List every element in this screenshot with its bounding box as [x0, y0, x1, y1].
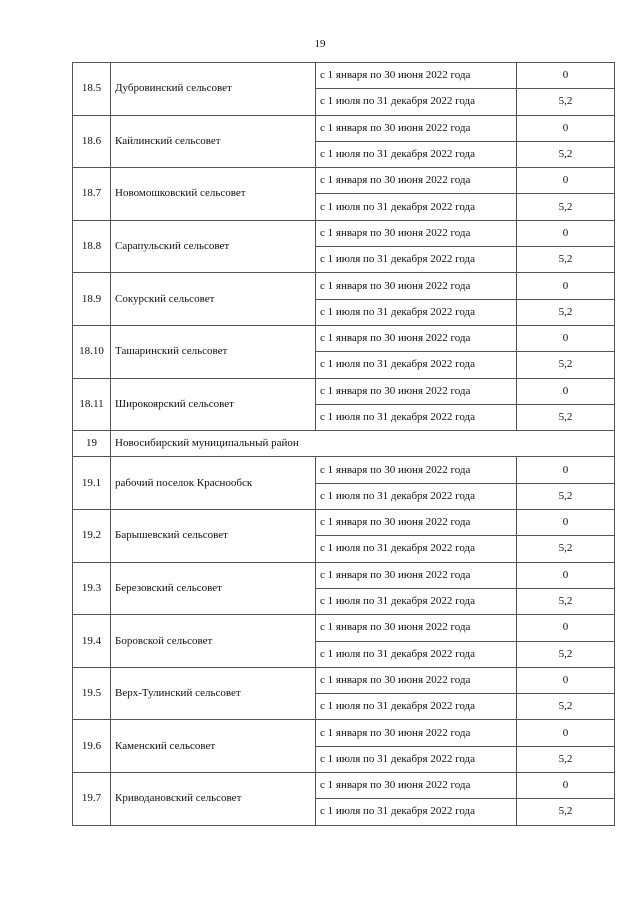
rate-value: 5,2	[517, 536, 615, 562]
period-label: с 1 июля по 31 декабря 2022 года	[316, 588, 517, 614]
rate-value: 5,2	[517, 299, 615, 325]
rate-value: 0	[517, 273, 615, 299]
period-label: с 1 июля по 31 декабря 2022 года	[316, 536, 517, 562]
settlement-name: Ташаринский сельсовет	[111, 325, 316, 378]
rate-value: 0	[517, 667, 615, 693]
period-label: с 1 января по 30 июня 2022 года	[316, 378, 517, 404]
rate-value: 5,2	[517, 404, 615, 430]
period-label: с 1 января по 30 июня 2022 года	[316, 325, 517, 351]
table-row	[73, 63, 615, 89]
rate-value: 5,2	[517, 247, 615, 273]
row-number: 19.7	[73, 773, 111, 826]
period-label: с 1 января по 30 июня 2022 года	[316, 720, 517, 746]
period-label: с 1 января по 30 июня 2022 года	[316, 562, 517, 588]
settlement-name: Сокурский сельсовет	[111, 273, 316, 326]
rate-value: 5,2	[517, 89, 615, 115]
rate-value: 5,2	[517, 483, 615, 509]
period-label: с 1 января по 30 июня 2022 года	[316, 115, 517, 141]
rate-value: 0	[517, 63, 615, 89]
rate-value: 0	[517, 168, 615, 194]
row-number: 19.4	[73, 615, 111, 668]
period-label: с 1 июля по 31 декабря 2022 года	[316, 404, 517, 430]
row-number: 18.5	[73, 63, 111, 116]
table-row	[73, 378, 615, 404]
page-number: 19	[314, 38, 326, 50]
table-row	[73, 457, 615, 483]
row-number: 18.11	[73, 378, 111, 431]
period-label: с 1 января по 30 июня 2022 года	[316, 273, 517, 299]
rate-value: 0	[517, 220, 615, 246]
table-row	[73, 510, 615, 536]
period-label: с 1 июля по 31 декабря 2022 года	[316, 352, 517, 378]
district-row	[73, 431, 615, 457]
period-label: с 1 июля по 31 декабря 2022 года	[316, 247, 517, 273]
rate-value: 5,2	[517, 352, 615, 378]
row-number: 18.9	[73, 273, 111, 326]
table-row	[73, 773, 615, 799]
table-row	[73, 325, 615, 351]
table-row	[73, 115, 615, 141]
row-number: 19.5	[73, 667, 111, 720]
row-number: 18.8	[73, 220, 111, 273]
settlement-name: Широкоярский сельсовет	[111, 378, 316, 431]
row-number: 19.3	[73, 562, 111, 615]
period-label: с 1 января по 30 июня 2022 года	[316, 773, 517, 799]
settlement-name: Дубровинский сельсовет	[111, 63, 316, 116]
period-label: с 1 января по 30 июня 2022 года	[316, 457, 517, 483]
row-number: 18.10	[73, 325, 111, 378]
rate-value: 5,2	[517, 799, 615, 825]
rate-value: 0	[517, 457, 615, 483]
rate-value: 0	[517, 773, 615, 799]
row-number: 19.6	[73, 720, 111, 773]
period-label: с 1 июля по 31 декабря 2022 года	[316, 299, 517, 325]
rate-value: 5,2	[517, 641, 615, 667]
period-label: с 1 января по 30 июня 2022 года	[316, 615, 517, 641]
settlement-name: рабочий поселок Краснообск	[111, 457, 316, 510]
table-row	[73, 220, 615, 246]
tariff-table-body	[73, 63, 615, 826]
table-row	[73, 273, 615, 299]
period-label: с 1 января по 30 июня 2022 года	[316, 667, 517, 693]
row-number: 18.7	[73, 168, 111, 221]
row-number: 18.6	[73, 115, 111, 168]
period-label: с 1 июля по 31 декабря 2022 года	[316, 141, 517, 167]
settlement-name: Верх-Тулинский сельсовет	[111, 667, 316, 720]
period-label: с 1 июля по 31 декабря 2022 года	[316, 641, 517, 667]
settlement-name: Березовский сельсовет	[111, 562, 316, 615]
rate-value: 0	[517, 115, 615, 141]
settlement-name: Новомошковский сельсовет	[111, 168, 316, 221]
row-number: 19.2	[73, 510, 111, 563]
period-label: с 1 июля по 31 декабря 2022 года	[316, 746, 517, 772]
rate-value: 0	[517, 510, 615, 536]
period-label: с 1 января по 30 июня 2022 года	[316, 63, 517, 89]
rate-value: 5,2	[517, 694, 615, 720]
settlement-name: Кайлинский сельсовет	[111, 115, 316, 168]
rate-value: 5,2	[517, 194, 615, 220]
period-label: с 1 января по 30 июня 2022 года	[316, 220, 517, 246]
rate-value: 5,2	[517, 141, 615, 167]
period-label: с 1 июля по 31 декабря 2022 года	[316, 483, 517, 509]
period-label: с 1 июля по 31 декабря 2022 года	[316, 194, 517, 220]
table-row	[73, 168, 615, 194]
rate-value: 0	[517, 562, 615, 588]
settlement-name: Боровской сельсовет	[111, 615, 316, 668]
period-label: с 1 января по 30 июня 2022 года	[316, 168, 517, 194]
table-row	[73, 562, 615, 588]
rate-value: 5,2	[517, 746, 615, 772]
rate-value: 0	[517, 720, 615, 746]
settlement-name: Барышевский сельсовет	[111, 510, 316, 563]
table-row	[73, 720, 615, 746]
row-number: 19.1	[73, 457, 111, 510]
rate-value: 0	[517, 615, 615, 641]
rate-value: 5,2	[517, 588, 615, 614]
row-number: 19	[73, 431, 111, 457]
tariff-table	[72, 62, 615, 826]
rate-value: 0	[517, 325, 615, 351]
period-label: с 1 июля по 31 декабря 2022 года	[316, 89, 517, 115]
table-row	[73, 667, 615, 693]
period-label: с 1 июля по 31 декабря 2022 года	[316, 799, 517, 825]
rate-value: 0	[517, 378, 615, 404]
settlement-name: Каменский сельсовет	[111, 720, 316, 773]
period-label: с 1 января по 30 июня 2022 года	[316, 510, 517, 536]
settlement-name: Криводановский сельсовет	[111, 773, 316, 826]
period-label: с 1 июля по 31 декабря 2022 года	[316, 694, 517, 720]
settlement-name: Сарапульский сельсовет	[111, 220, 316, 273]
district-name: Новосибирский муниципальный район	[111, 431, 615, 457]
table-row	[73, 615, 615, 641]
